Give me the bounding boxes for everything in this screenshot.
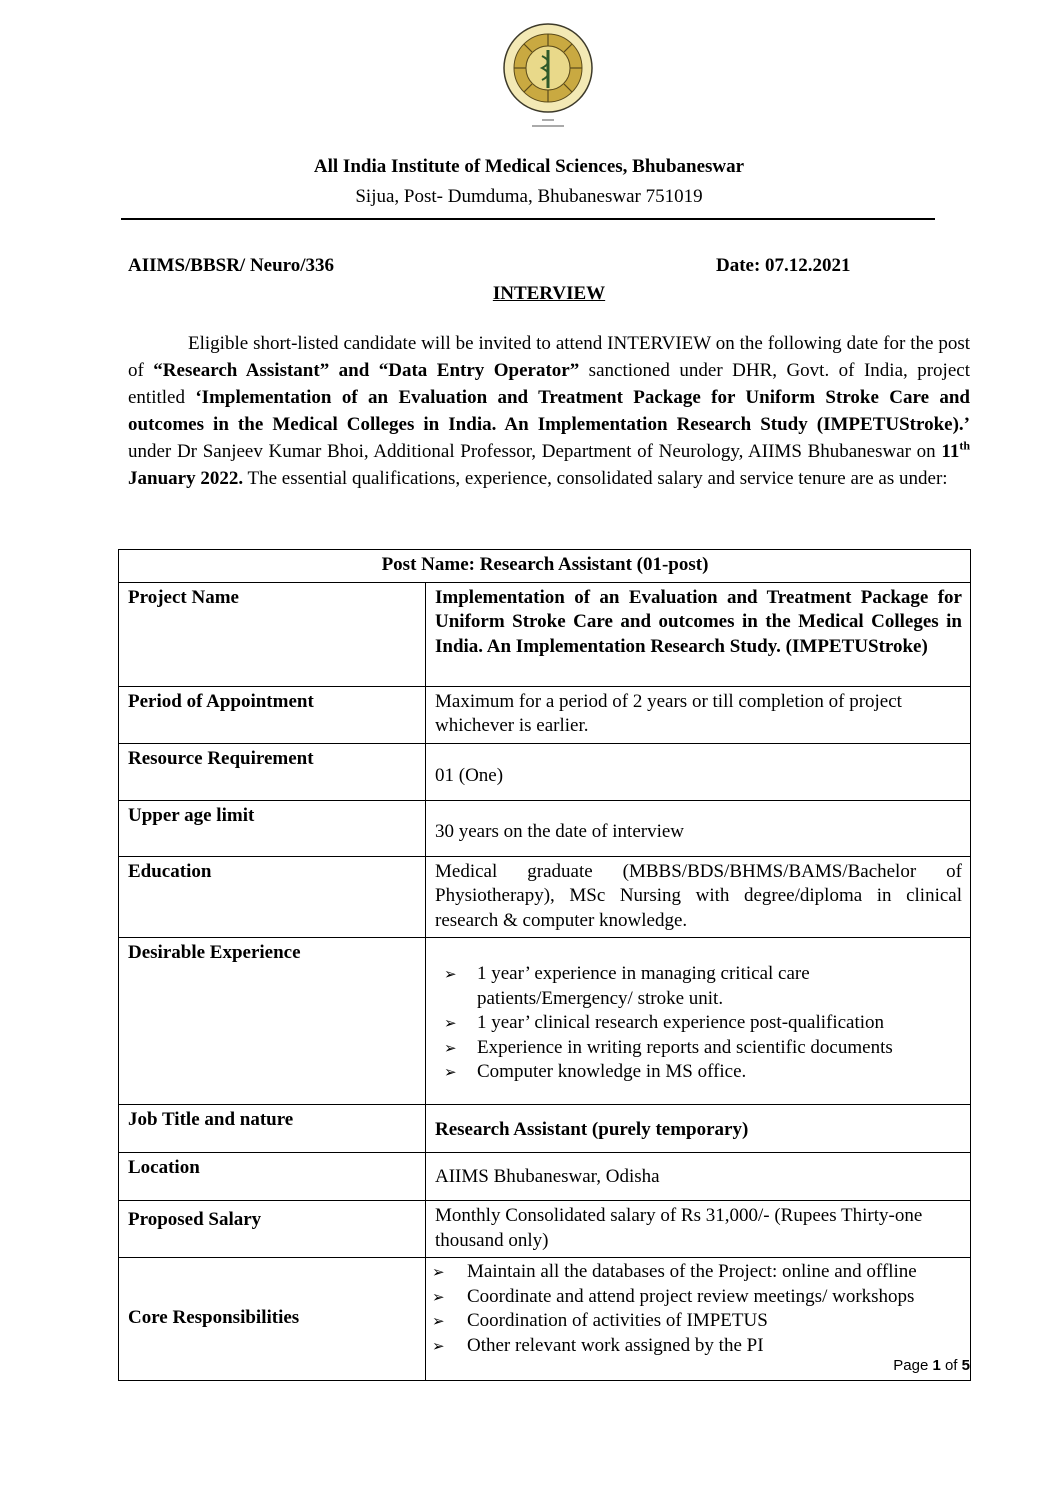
experience-list	[435, 962, 962, 1085]
responsibilities-list	[432, 1260, 962, 1358]
responsibilities-label-text: Core Responsibilities	[128, 1307, 300, 1329]
period-value: Maximum for a period of 2 years or till completion of project whichever is earlier.	[426, 686, 971, 743]
institute-address: Sijua, Post- Dumduma, Bhubaneswar 751019	[355, 186, 703, 207]
arrowhead-bullet-icon: ➢	[444, 965, 457, 983]
list-item	[432, 1260, 962, 1285]
page-number	[893, 1357, 970, 1374]
responsibilities-label	[119, 1258, 426, 1381]
experience-item: Experience in writing reports and scientific documents	[477, 1036, 893, 1058]
education-label: Education	[119, 856, 426, 938]
page-of: of	[940, 1357, 962, 1374]
arrowhead-bullet-icon: ➢	[444, 1038, 457, 1057]
resource-value: 01 (One)	[435, 764, 504, 786]
list-item	[435, 962, 962, 1011]
age-value: 30 years on the date of interview	[435, 820, 685, 842]
age-cell	[426, 800, 971, 856]
resource-label: Resource Requirement	[119, 743, 426, 800]
experience-item: Computer knowledge in MS office.	[477, 1061, 747, 1082]
table-row	[119, 800, 971, 856]
responsibility-item: Maintain all the databases of the Project: online and offline	[467, 1261, 917, 1282]
arrowhead-bullet-icon: ➢	[432, 1336, 445, 1355]
table-row	[119, 743, 971, 800]
responsibilities-cell	[426, 1258, 971, 1381]
interview-date-rest: January 2022.	[128, 468, 244, 489]
table-row	[119, 582, 971, 686]
experience-item: 1 year’ clinical research experience post-qualification	[477, 1012, 885, 1033]
job-title-cell	[426, 1105, 971, 1153]
table-row	[119, 856, 971, 938]
list-item	[435, 1011, 962, 1036]
arrowhead-bullet-icon: ➢	[444, 1014, 457, 1032]
list-item	[435, 1060, 962, 1085]
experience-item: 1 year’ experience in managing critical care patients/Emergency/ stroke unit.	[477, 963, 810, 1009]
header-divider	[121, 218, 935, 220]
salary-label-text: Proposed Salary	[128, 1209, 262, 1230]
project-name-label: Project Name	[119, 582, 426, 686]
intro-paragraph	[128, 330, 970, 492]
arrowhead-bullet-icon: ➢	[432, 1287, 445, 1306]
table-row	[119, 1105, 971, 1153]
page-total: 5	[961, 1357, 970, 1374]
table-row	[119, 686, 971, 743]
responsibility-item: Coordinate and attend project review meetings/ workshops	[467, 1285, 915, 1307]
job-title-value: Research Assistant (purely temporary)	[435, 1119, 749, 1140]
table-row	[119, 1153, 971, 1201]
intro-text-4: The essential qualifications, experience, consolidated salary and service tenure are as under:	[243, 468, 948, 489]
resource-cell	[426, 743, 971, 800]
aiims-emblem-icon	[502, 22, 594, 136]
post-name-title: Post Name: Research Assistant (01-post)	[119, 550, 971, 583]
post-details-table	[118, 549, 971, 1381]
arrowhead-bullet-icon: ➢	[444, 1063, 457, 1081]
period-label: Period of Appointment	[119, 686, 426, 743]
table-row	[119, 1258, 971, 1381]
list-item	[435, 1036, 962, 1061]
page-word: Page	[893, 1357, 933, 1374]
salary-label	[119, 1201, 426, 1258]
reference-number: AIIMS/BBSR/ Neuro/336	[128, 255, 335, 276]
list-item	[432, 1334, 962, 1359]
location-label: Location	[119, 1153, 426, 1201]
table-row	[119, 550, 971, 583]
salary-value: Monthly Consolidated salary of Rs 31,000/- (Rupees Thirty-one thousand only)	[426, 1201, 971, 1258]
age-label: Upper age limit	[119, 800, 426, 856]
intro-text-1: Eligible short-listed candidate will be invited to attend INTERVIEW on the following date for the post of	[128, 333, 970, 381]
experience-label: Desirable Experience	[119, 938, 426, 1105]
intro-text-2: sanctioned under DHR, Govt. of India, project entitled	[128, 360, 970, 408]
document-date: Date: 07.12.2021	[716, 255, 851, 276]
intro-posts: “Research Assistant” and “Data Entry Operator”	[153, 360, 580, 381]
responsibility-item: Other relevant work assigned by the PI	[467, 1334, 764, 1356]
location-cell	[426, 1153, 971, 1201]
list-item	[432, 1309, 962, 1334]
intro-text-3: under Dr Sanjeev Kumar Bhoi, Additional Professor, Department of Neurology, AIIMS Bhubaneswar on	[128, 441, 942, 462]
job-title-label: Job Title and nature	[119, 1105, 426, 1153]
location-value: AIIMS Bhubaneswar, Odisha	[435, 1166, 660, 1187]
project-name-value: Implementation of an Evaluation and Treatment Package for Uniform Stroke Care and outcomes in the Medical Colleges in India. An Implementation Research Study. (IMPETUStroke)	[426, 582, 971, 686]
list-item	[432, 1285, 962, 1310]
intro-project: ‘Implementation of an Evaluation and Treatment Package for Uniform Stroke Care and outcomes in the Medical Colleges in India. An Implementation Research Study (IMPETUStroke).’	[128, 387, 970, 435]
interview-date-day: 11	[941, 441, 960, 462]
table-row	[119, 938, 971, 1105]
table-row	[119, 1201, 971, 1258]
education-value: Medical graduate (MBBS/BDS/BHMS/BAMS/Bachelor of Physiotherapy), MSc Nursing with degree/diploma in clinical research & computer knowledge.	[426, 856, 971, 938]
responsibility-item: Coordination of activities of IMPETUS	[467, 1310, 768, 1331]
experience-cell	[426, 938, 971, 1105]
arrowhead-bullet-icon: ➢	[432, 1312, 445, 1330]
interview-date-suffix: th	[959, 438, 970, 453]
institute-name: All India Institute of Medical Sciences, Bhubaneswar	[313, 156, 745, 177]
arrowhead-bullet-icon: ➢	[432, 1263, 445, 1281]
page-current: 1	[932, 1357, 941, 1374]
page-title: INTERVIEW	[492, 283, 606, 304]
